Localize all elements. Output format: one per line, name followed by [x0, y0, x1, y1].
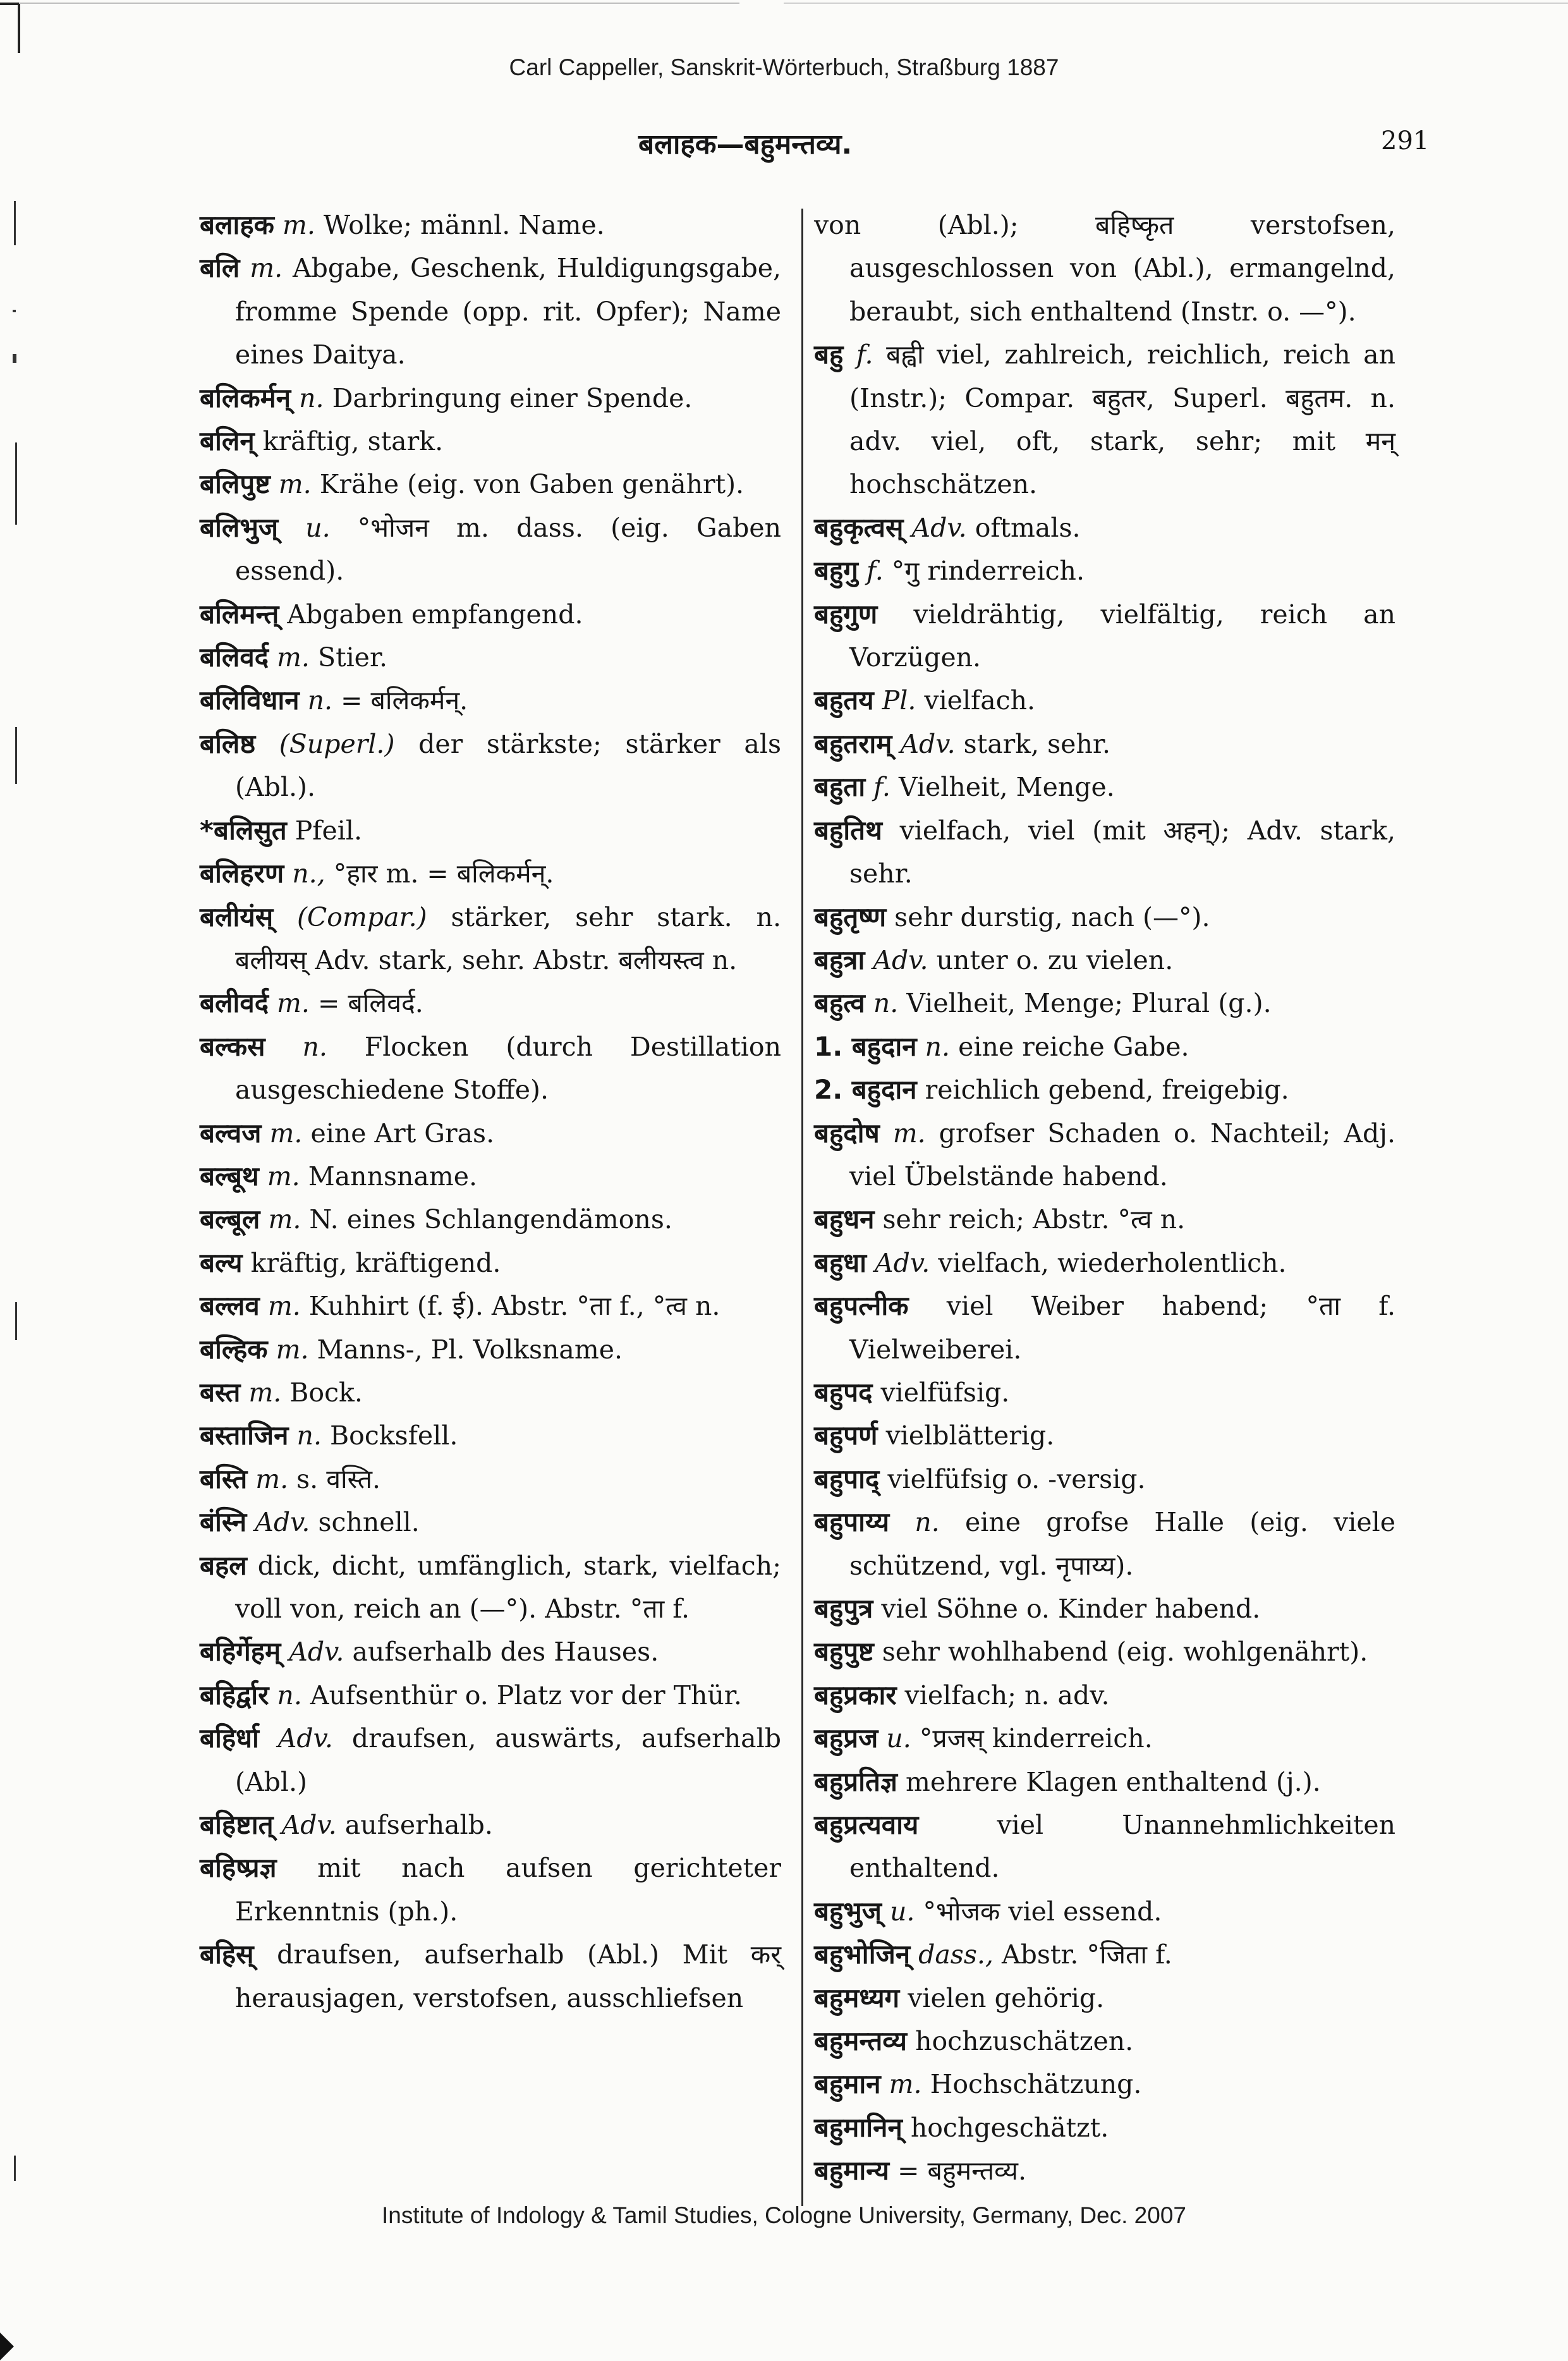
entry-definition: Pfeil.	[295, 815, 362, 846]
dictionary-entry	[814, 679, 1395, 722]
margin-mark	[15, 1302, 17, 1340]
entry-definition: °भोजन m. dass. (eig. Gaben essend).	[235, 512, 781, 587]
page-number: 291	[1381, 126, 1430, 156]
dictionary-entry	[200, 1803, 781, 1846]
entry-definition: sehr wohlhabend (eig. wohlgenährt).	[882, 1637, 1368, 1668]
entry-definition: dick, dicht, umfänglich, stark, vielfach; voll von, reich an (—°). Abstr. °ता f.	[235, 1550, 781, 1624]
dictionary-entry	[814, 1284, 1395, 1371]
entry-definition: sehr durstig, nach (—°).	[894, 901, 1210, 932]
dictionary-entry	[814, 1112, 1395, 1199]
entry-headword: बहुतय	[814, 685, 874, 716]
dictionary-entry	[200, 1371, 781, 1414]
dictionary-entry	[814, 1674, 1395, 1717]
entry-grammar: Adv.	[900, 728, 956, 759]
entry-grammar: (Compar.)	[296, 901, 427, 932]
dictionary-entry	[814, 1890, 1395, 1933]
entry-definition: aufserhalb.	[336, 1810, 493, 1841]
entry-definition: Manns-, Pl. Volksname.	[308, 1334, 623, 1365]
entry-definition: Hochschätzung.	[921, 2069, 1142, 2100]
entry-headword: बहुपुत्र	[814, 1593, 873, 1624]
entry-definition: = बहुमन्तव्य.	[897, 2156, 1026, 2187]
entry-grammar: Adv.	[911, 512, 967, 543]
entry-definition: Aufsenthür o. Platz vor der Thür.	[301, 1680, 742, 1711]
entry-grammar: f.	[856, 339, 873, 370]
entry-definition: hochgeschätzt.	[910, 2112, 1109, 2143]
dictionary-entry	[200, 809, 781, 852]
entry-definition: draufsen, auswärts, aufserhalb (Abl.)	[235, 1723, 781, 1797]
dictionary-entry	[814, 723, 1395, 766]
entry-headword: बस्ताजिन	[200, 1420, 289, 1451]
entry-definition: Vielheit, Menge.	[890, 772, 1115, 803]
entry-definition: vieldrähtig, vielfältig, reich an Vorzügen.	[849, 599, 1395, 673]
dictionary-entry	[814, 1760, 1395, 1803]
entry-headword: बहुतिथ	[814, 814, 882, 846]
entry-headword: बहुप्रतिज्ञ	[814, 1766, 897, 1797]
entry-grammar: m.	[248, 1377, 282, 1408]
dictionary-entry	[814, 1068, 1395, 1111]
dictionary-entry	[200, 204, 781, 247]
entry-headword: बल्बूल	[200, 1204, 260, 1235]
entry-grammar: m.	[277, 988, 310, 1019]
entry-headword: बहुप्रत्यवाय	[814, 1809, 919, 1841]
entry-definition: = बलिकर्मन्.	[332, 685, 468, 716]
entry-grammar: m.	[276, 1334, 309, 1365]
entry-headword: बलि	[200, 252, 240, 284]
margin-mark	[14, 201, 16, 245]
entry-definition: mit nach aufsen gerichteter Erkenntnis (ph.).	[235, 1853, 781, 1927]
entry-definition: बह्वी viel, zahlreich, reichlich, reich an (Instr.); Compar. बहुतर, Superl. बहुतम. n. adv. viel, oft, stark, sehr; mit मन् hochschätzen.	[849, 339, 1395, 500]
dictionary-entry	[814, 766, 1395, 808]
dictionary-entry	[814, 1587, 1395, 1630]
dictionary-entry	[814, 1458, 1395, 1501]
entry-definition: der stärkste; stärker als (Abl.).	[235, 728, 781, 803]
entry-definition: mehrere Klagen enthaltend (j.).	[905, 1766, 1321, 1797]
dictionary-entry	[200, 1112, 781, 1155]
entry-definition: vielen gehörig.	[908, 1982, 1105, 2013]
entry-headword: बहुदोष	[814, 1117, 880, 1149]
entry-headword: बलीयंस्	[200, 901, 274, 932]
dictionary-entry	[814, 1025, 1395, 1068]
entry-grammar: m.	[250, 253, 283, 284]
entry-headword: बहुपर्ण	[814, 1420, 878, 1451]
entry-headword: बहुधा	[814, 1247, 866, 1278]
entry-headword: बहुपत्नीक	[814, 1290, 909, 1322]
entry-headword: बहुत्रा	[814, 944, 865, 975]
dictionary-entry	[814, 593, 1395, 680]
scan-edge-line	[19, 3, 739, 4]
entry-definition: °हार m. = बलिकर्मन्.	[325, 858, 554, 889]
entry-headword: बहिष्प्रज्ञ	[200, 1852, 277, 1884]
entry-grammar: m.	[282, 210, 315, 240]
dictionary-entry	[200, 1458, 781, 1501]
dictionary-entry	[200, 1933, 781, 2020]
margin-mark	[13, 354, 16, 363]
entry-headword: बहुतृष्ण	[814, 901, 887, 932]
corner-mark-vertical	[18, 3, 20, 53]
entry-headword: बहुमान्य	[814, 2155, 890, 2187]
dictionary-entry	[200, 377, 781, 420]
dictionary-entry	[200, 1414, 781, 1457]
entry-definition: draufsen, aufserhalb (Abl.) Mit कर् herausjagen, verstofsen, ausschliefsen	[235, 1939, 781, 2013]
entry-grammar: n.	[296, 1420, 322, 1451]
dictionary-entry	[814, 549, 1395, 592]
dictionary-entry	[814, 1717, 1395, 1760]
margin-mark	[15, 727, 17, 784]
entry-headword: बहुप्रज	[814, 1723, 878, 1754]
entry-definition: Bock.	[281, 1377, 363, 1408]
entry-headword: बलिविधान	[200, 685, 300, 716]
dictionary-entry	[200, 1674, 781, 1717]
entry-headword: बहुमान	[814, 2068, 881, 2100]
entry-definition: schnell.	[310, 1507, 420, 1538]
entry-definition: Abgabe, Geschenk, Huldigungsgabe, fromme Spende (opp. rit. Opfer); Name eines Daitya.	[235, 253, 781, 370]
entry-headword: 1. बहुदान	[814, 1030, 917, 1062]
dictionary-entry	[200, 1501, 781, 1544]
corner-mark-horizontal	[0, 3, 19, 5]
entry-definition: eine grofse Halle (eig. viele schützend, vgl. नृपाय्य).	[849, 1507, 1395, 1581]
margin-mark	[14, 2156, 16, 2181]
column-divider	[801, 209, 803, 2206]
entry-definition: Darbringung einer Spende.	[324, 382, 693, 413]
margin-mark	[15, 442, 17, 525]
entry-headword: बहल	[200, 1549, 247, 1581]
entry-headword: बलीवर्द	[200, 987, 269, 1019]
entry-grammar: m.	[268, 1204, 301, 1235]
entry-headword: बल्हिक	[200, 1333, 268, 1365]
dictionary-entry	[200, 1155, 781, 1198]
entry-grammar: n.	[299, 382, 324, 413]
entry-grammar: n.	[873, 988, 899, 1019]
dictionary-entry	[200, 247, 781, 376]
entry-grammar: Adv.	[255, 1507, 310, 1538]
dictionary-entry	[814, 2106, 1395, 2149]
entry-grammar: m.	[267, 1291, 301, 1322]
entry-definition: = बलिवर्द.	[309, 988, 423, 1019]
left-column	[200, 204, 781, 2020]
entry-headword: बहुपद	[814, 1376, 873, 1408]
entry-definition: viel Söhne o. Kinder habend.	[881, 1594, 1261, 1624]
dictionary-entry	[200, 1717, 781, 1803]
entry-definition: oftmals.	[966, 512, 1081, 543]
dictionary-entry	[814, 1242, 1395, 1284]
entry-headword: बलिन्	[200, 425, 255, 457]
entry-headword: 2. बहुदान	[814, 1074, 917, 1106]
entry-headword: बहुगु	[814, 555, 858, 587]
entry-definition: stark, sehr.	[955, 728, 1110, 759]
dictionary-entry	[200, 420, 781, 463]
entry-headword: बल्य	[200, 1247, 243, 1278]
entry-headword: बहुपुष्ट	[814, 1636, 874, 1668]
entry-definition: vielfach; n. adv.	[904, 1680, 1110, 1711]
dictionary-entry	[200, 1284, 781, 1327]
dictionary-entry	[200, 636, 781, 679]
entry-definition: von (Abl.); बहिष्कृत verstofsen, ausgeschlossen von (Abl.), ermangelnd, beraubt, sich enthaltend (Instr. o. —°).	[814, 210, 1395, 327]
dictionary-entry	[814, 2149, 1395, 2192]
dictionary-entry	[814, 982, 1395, 1025]
entry-headword: बहुतराम्	[814, 728, 892, 759]
dictionary-entry	[200, 1846, 781, 1933]
dictionary-entry	[814, 1933, 1395, 1976]
margin-mark	[13, 310, 16, 312]
dictionary-entry	[200, 1328, 781, 1371]
dictionary-entry	[814, 2063, 1395, 2106]
entry-headword: बल्वज	[200, 1117, 262, 1149]
entry-grammar: n.,	[292, 858, 325, 889]
dictionary-entry	[200, 593, 781, 636]
dictionary-entry	[814, 1414, 1395, 1457]
entry-headword: बहुकृत्वस्	[814, 511, 904, 543]
entry-definition: reichlich gebend, freigebig.	[925, 1075, 1289, 1106]
corner-mark-bottom	[0, 2333, 14, 2360]
entry-definition: aufserhalb des Hauses.	[344, 1637, 659, 1668]
entry-definition: eine reiche Gabe.	[950, 1031, 1189, 1062]
source-footer: Institute of Indology & Tamil Studies, Cologne University, Germany, Dec. 2007	[381, 2202, 1186, 2228]
entry-grammar: Adv.	[281, 1810, 337, 1841]
entry-headword: बहुभुज्	[814, 1895, 882, 1927]
entry-grammar: u.	[890, 1896, 915, 1927]
entry-definition: °भोजक viel essend.	[915, 1896, 1162, 1927]
entry-headword: बहुगुण	[814, 598, 878, 630]
entry-definition: kräftig, stark.	[262, 426, 444, 457]
entry-grammar: n.	[302, 1031, 327, 1062]
entry-headword: बलिभुज्	[200, 511, 279, 543]
entry-grammar: n.	[277, 1680, 302, 1711]
entry-headword: बलिष्ठ	[200, 728, 256, 759]
entry-definition: Stier.	[309, 642, 388, 673]
source-header: Carl Cappeller, Sanskrit-Wörterbuch, Straßburg 1887	[509, 54, 1059, 80]
entry-grammar: n.	[925, 1031, 951, 1062]
entry-headword: बहिष्टात्	[200, 1809, 274, 1841]
entry-grammar: m.	[255, 1463, 289, 1494]
entry-definition: viel Weiber habend; °ता f. Vielweiberei.	[849, 1291, 1395, 1365]
entry-definition: Flocken (durch Destillation ausgeschiedene Stoffe).	[235, 1031, 781, 1106]
entry-grammar: u.	[305, 512, 331, 543]
entry-definition: vielfach, viel (mit अहन्); Adv. stark, sehr.	[849, 815, 1395, 889]
entry-definition: vielfach, wiederholentlich.	[930, 1247, 1287, 1278]
entry-headword: बहुत्व	[814, 987, 865, 1019]
entry-grammar: m.	[277, 642, 310, 673]
entry-grammar: m.	[267, 1161, 300, 1192]
entry-grammar: n.	[307, 685, 333, 716]
dictionary-entry	[814, 1803, 1395, 1890]
entry-definition: unter o. zu vielen.	[928, 944, 1174, 975]
dictionary-entry	[200, 982, 781, 1025]
entry-headword: बहुमन्तव्य	[814, 2025, 908, 2057]
scan-edge-line	[784, 3, 1568, 4]
entry-grammar: (Superl.)	[279, 728, 395, 759]
entry-headword: बलाहक	[200, 209, 274, 240]
entry-headword: बलिकर्मन्	[200, 382, 291, 413]
entry-definition: Wolke; männl. Name.	[315, 210, 605, 240]
dictionary-entry	[200, 463, 781, 506]
dictionary-entry	[200, 852, 781, 895]
entry-headword: बलिमन्त्	[200, 598, 279, 630]
entry-definition: vielfüfsig o. -versig.	[887, 1463, 1146, 1494]
entry-definition: vielblätterig.	[885, 1420, 1055, 1451]
dictionary-entry	[814, 204, 1395, 333]
entry-headword: बहुप्रकार	[814, 1679, 897, 1711]
entry-headword: बल्लव	[200, 1290, 260, 1322]
entry-grammar: f.	[866, 556, 884, 587]
dictionary-entry	[200, 506, 781, 593]
entry-headword: बहुपाद्	[814, 1463, 880, 1494]
dictionary-entry	[814, 1371, 1395, 1414]
entry-headword: बस्ति	[200, 1463, 248, 1494]
entry-definition: s. वस्ति.	[288, 1463, 381, 1494]
dictionary-entry	[200, 1242, 781, 1284]
entry-definition: hochzuschätzen.	[915, 2026, 1134, 2057]
entry-grammar: m.	[889, 2069, 922, 2100]
entry-definition: Abgaben empfangend.	[287, 599, 583, 630]
entry-grammar: m.	[269, 1118, 303, 1149]
entry-headword: बंस्नि	[200, 1506, 247, 1538]
entry-definition: sehr reich; Abstr. °त्व n.	[882, 1204, 1186, 1235]
entry-definition: Bocksfell.	[322, 1420, 458, 1451]
dictionary-entry	[814, 333, 1395, 506]
entry-definition: Abstr. °जिता f.	[993, 1939, 1172, 1970]
entry-headword: बहिस्	[200, 1939, 254, 1970]
dictionary-entry	[814, 506, 1395, 549]
entry-headword: बहिर्धा	[200, 1723, 259, 1754]
entry-definition: kräftig, kräftigend.	[250, 1247, 501, 1278]
entry-grammar: Adv.	[277, 1723, 333, 1754]
entry-headword: बल्बूथ	[200, 1160, 259, 1192]
dictionary-entry	[814, 1501, 1395, 1587]
entry-definition: stärker, sehr stark. n. बलीयस् Adv. stark, sehr. Abstr. बलीयस्त्व n.	[235, 901, 781, 975]
dictionary-entry	[200, 1630, 781, 1673]
dictionary-entry	[200, 723, 781, 809]
dictionary-entry	[200, 1025, 781, 1112]
running-head: बलाहक—बहुमन्तव्य.	[638, 128, 853, 161]
entry-headword: बहुधन	[814, 1204, 875, 1235]
entry-grammar: Adv.	[875, 1247, 930, 1278]
dictionary-entry	[200, 1544, 781, 1631]
entry-definition: Krähe (eig. von Gaben genährt).	[311, 469, 744, 500]
entry-definition: Kuhhirt (f. ई). Abstr. °ता f., °त्व n.	[300, 1291, 720, 1322]
dictionary-entry	[814, 809, 1395, 896]
entry-definition: vielfüfsig.	[880, 1377, 1010, 1408]
right-column	[814, 204, 1395, 2193]
entry-definition: °गु rinderreich.	[883, 556, 1085, 587]
entry-definition: vielfach.	[916, 685, 1036, 716]
entry-headword: बल्कस	[200, 1030, 265, 1062]
dictionary-entry	[200, 1198, 781, 1241]
dictionary-entry	[814, 1630, 1395, 1673]
dictionary-entry	[814, 896, 1395, 939]
dictionary-entry	[814, 1977, 1395, 2020]
entry-headword: बहिर्गेहम्	[200, 1636, 281, 1668]
entry-headword: बलिहरण	[200, 858, 284, 889]
entry-grammar: n.	[915, 1507, 940, 1538]
entry-headword: बहु	[814, 339, 844, 370]
entry-headword: *बलिसुत	[200, 814, 287, 846]
entry-definition: °प्रजस् kinderreich.	[911, 1723, 1153, 1754]
entry-grammar: Pl.	[882, 685, 916, 716]
entry-headword: बहुभोजिन्	[814, 1939, 911, 1970]
entry-headword: बलिपुष्ट	[200, 468, 270, 500]
entry-grammar: m.	[892, 1118, 926, 1149]
entry-headword: बहुमध्यग	[814, 1982, 900, 2013]
entry-headword: बहुपाय्य	[814, 1506, 890, 1538]
entry-grammar: Adv.	[289, 1637, 344, 1668]
entry-definition: eine Art Gras.	[302, 1118, 495, 1149]
entry-definition: grofser Schaden o. Nachteil; Adj. viel Übelstände habend.	[849, 1118, 1395, 1192]
entry-grammar: f.	[873, 772, 890, 803]
entry-grammar: dass.,	[918, 1939, 994, 1970]
dictionary-entry	[200, 679, 781, 722]
dictionary-entry	[814, 939, 1395, 982]
entry-definition: Vielheit, Menge; Plural (g.).	[898, 988, 1272, 1019]
entry-grammar: m.	[278, 469, 312, 500]
entry-headword: बहुता	[814, 771, 866, 803]
entry-grammar: u.	[886, 1723, 911, 1754]
entry-headword: बहुमानिन्	[814, 2111, 903, 2143]
dictionary-entry	[814, 2020, 1395, 2063]
entry-definition: viel Unannehmlichkeiten enthaltend.	[849, 1810, 1395, 1884]
entry-definition: N. eines Schlangendämons.	[301, 1204, 672, 1235]
entry-grammar: Adv.	[873, 944, 928, 975]
entry-definition: Mannsname.	[300, 1161, 478, 1192]
entry-headword: बहिर्द्वार	[200, 1679, 269, 1711]
entry-headword: बस्त	[200, 1376, 241, 1408]
dictionary-entry	[200, 896, 781, 982]
entry-headword: बलिवर्द	[200, 642, 269, 673]
dictionary-entry	[814, 1198, 1395, 1241]
